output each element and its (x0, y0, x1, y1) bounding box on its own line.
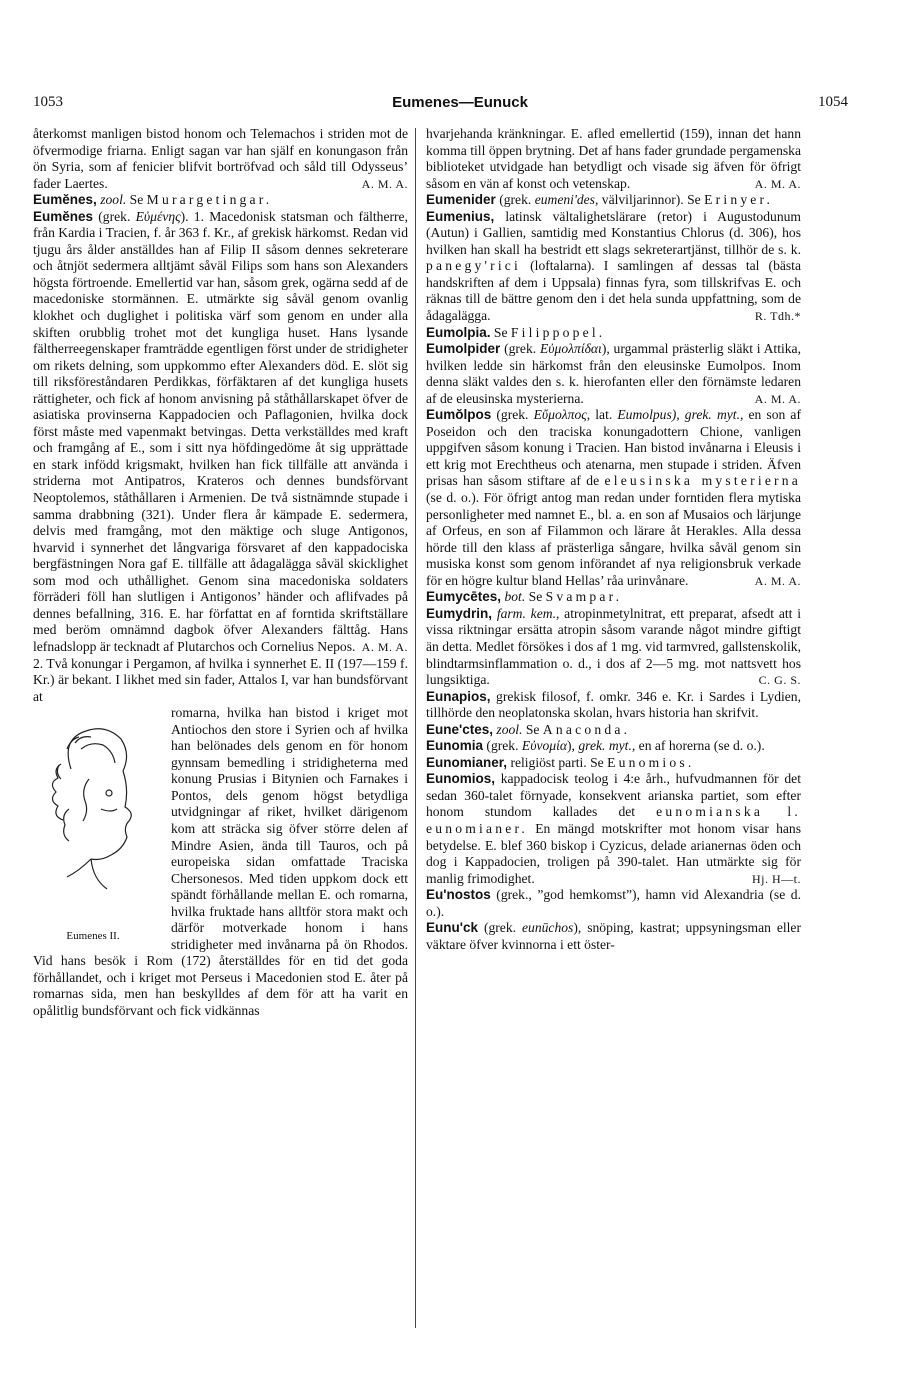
headword: Eumĕnes (33, 208, 94, 224)
entry-eumolpia: Eumolpia. Se Filippopel. (426, 324, 606, 340)
entry-eunostos: Eu'nostos (grek., ”god hemkomst”), hamn vid Alexandria (se d. o.). (426, 887, 802, 919)
paragraph-eumenes-ii: 2. Två konungar i Pergamon, af hvilka i synnerhet E. II (197—159 f. Kr.) är bekant. I likhet med sin fader, Attalos I, var han bundsförvant at (33, 655, 408, 704)
entry-eunomianer: Eunomianer, religiöst parti. Se Eunomios. (426, 754, 695, 770)
headword: Eumolpider (426, 341, 501, 357)
entry-eunapios: Eunapios, grekisk filosof, f. omkr. 346 e. Kr. i Sardes i Lydien, tillhörde den neoplatonska skolan, hvars historia han skrifvit. (426, 688, 802, 721)
headword: Eumolpia. (426, 324, 491, 340)
right-column (426, 126, 801, 953)
left-page-number: 1053 (33, 94, 63, 110)
headword: Eumĕnes, (33, 192, 97, 208)
cross-reference: Anaconda. (542, 721, 631, 737)
author-signature: A. M. A. (754, 176, 801, 191)
entry-eumenes: Eumĕnes (grek. Εὐμένης). 1. Macedonisk statsman och fältherre, från Kardia i Tracien, f. år 363 f. Kr., af grekisk härkomst. Redan vid tjugu års ålder anställdes han af Filip II såsom dennes sekreterare och åtnjöt sedermera alltjämt såväl Filips som hans son Alexanders högsta förtroende. Emellertid var han, såsom grek, ogärna sedd af de macedoniske stormännen. E. utmärkte sig såväl genom ovanlig klokhet och duglighet i politiska värf som genom en under alla skiften orubblig trohet mot det kungliga huset. Hans lysande fältherreegenskaper framträdde egentligen först under de stridigheter om rikets delning, som uppkommo efter Alexanders död. E. slöt sig till riksföreståndaren Perdikkas, förfäktaren af det kungliga husets rättigheter, och fick af honom anvisning på ståthållarskapet öfver de asiatiska provinserna Kappadocien och Paflagonien, hvilka dock först måste med vapenmakt betvingas. Detta verkställdes med kraft och framgång af E., som i sitt nya höfdingedöme åt sig upprättade en stark infödd krigsmakt, hvilken han fick tillfälle att använda i striderna mot Antipatros, Krateros och dennes bundsförvant Neoptolemos, ståthållaren i Armenien. De två sistnämnde stupade i samma drabbning (321). Under flera år kämpade E. sedermera, delvis med framgång, mot den mäktige och sluge Antigonos, hvarvid i synnerhet det långvariga försvaret af den kappadociska bergfästningen Nora gaf E. tillfälle att ådagalägga såväl skicklighet som mod och uthållighet. Genom sina macedoniska soldaters förräderi föll han slutligen i Antigonos’ händer och aflifvades på dennes befallning, 316. E. har författat en af forntida skriftställare med beröm omnämnd dagbok öfver Alexanders fälttåg. Hans lefnadslopp är tecknadt af Plutarchos och Cornelius Nepos. A. M. A. (33, 208, 408, 654)
entry-eumolpos: Eumŏlpos (grek. Εὔμολπος, lat. Eumolpus), grek. myt., en son af Poseidon och den traciska konungadottern Chione, vanligen uppgifven såsom konung i Tracien. Han bistod invånarna i Eleusis i ett krig mot Erechtheus och atenarna, men stupade i striden. Äfven prisas han såsom stiftare af de eleusinska mysterierna (se d. o.). För öfrigt antog man redan under forntiden flera mytiska personligheter med namnet E., bl. a. en son af Musaios och lärjunge af Orfeus, en son af Filammon och lärare åt Herakles. Alla dessa hörde till den klass af prästerliga sångare, hvilka såväl genom sin musiska konst som genom införandet af nya religionsbruk verkade för en högre kultur bland Hellas’ råa urinvånare. A. M. A. (426, 407, 802, 588)
entry-eunomia: Eunomia (grek. Εὐνομία), grek. myt., en af horerna (se d. o.). (426, 738, 765, 754)
cross-reference: Erinyer. (704, 192, 774, 208)
cross-reference: Filippopel. (510, 324, 606, 340)
headword: Eumenius, (426, 208, 495, 224)
entry-eumycetes: Eumycētes, bot. Se Svampar. (426, 589, 623, 605)
headword: Eumenider (426, 192, 496, 208)
entry-eumolpider: Eumolpider (grek. Εὐμολπίδαι), urgammal prästerlig släkt i Attika, hvilken ledde sin härkomst från den eleusinske Eumolpos. Inom denna släkt valdes den s. k. hierofanten eller den förnämste ledaren af de eleusinska mysterierna. A. M. A. (426, 341, 801, 406)
running-title: Eumenes—Eunuck (392, 94, 528, 111)
author-signature: Hj. H—t. (752, 871, 801, 886)
headword: Eunapios, (426, 688, 491, 704)
right-page-number: 1054 (818, 94, 848, 110)
headword: Eumydrin, (426, 605, 493, 621)
entry-eumydrin: Eumydrin, farm. kem., atropinmetylnitrat, ett preparat, afsedt att i vissa riktningar ersätta atropin såsom varande något mindre giftigt än detta. Medlet försökes i dos af 1 mg. vid tarmvred, gallstenskolik, blindtarmsinflammation o. d., i dos af 2—5 mg. mot nattsvett hos lungsiktiga. C. G. S. (426, 605, 801, 688)
entry-eunectes: Eune'ctes, zool. Se Anaconda. (426, 721, 631, 737)
cross-reference: Murargetingar. (146, 192, 273, 208)
headword: Eunomia (426, 738, 484, 754)
author-signature: C. G. S. (758, 673, 801, 688)
entry-eumenider: Eumenider (grek. eumeni'des, välviljarinnor). Se Erinyer. (426, 192, 774, 208)
author-signature: A. M. A. (361, 639, 408, 654)
cross-reference: Eunomios. (607, 754, 695, 770)
headword: Eumycētes, (426, 589, 502, 605)
headword: Eune'ctes, (426, 721, 493, 737)
headword: Eunu'ck (426, 920, 478, 936)
eumenes-portrait-icon (31, 709, 155, 924)
figure-caption: Eumenes II. (66, 929, 120, 942)
cross-reference: Svampar. (545, 589, 623, 605)
paragraph: hvarjehanda kränkningar. E. afled emellertid (159), innan det hann komma till öppen brytning. Det af hans fader grundade pergamenska biblioteket utvidgade han betydligt och visade sig äfven för öfrigt såsom en vän af konst och vetenskap. A. M. A. (426, 126, 801, 191)
entry-eumenes-zool: Eumĕnes, zool. Se Murargetingar. (33, 192, 273, 208)
headword: Eunomianer, (426, 754, 508, 770)
headword: Eumŏlpos (426, 407, 492, 423)
author-signature: A. M. A. (754, 391, 801, 406)
headword: Eu'nostos (426, 887, 491, 903)
entry-eunuck: Eunu'ck (grek. eunūchos), snöping, kastrat; uppsyningsman eller väktare öfver kvinnorna i ett öster- (426, 920, 801, 952)
author-signature: A. M. A. (754, 573, 801, 588)
paragraph-continued: romarna, hvilka han bistod i kriget mot Antiochos den store i Syrien och af hvilka han belönades dels genom en för honom gynnsam bemedling i stridigheterna med konung Prusias i Bitynien och Farnakes i Pontos, dels genom högst betydliga utvidgningar af riket, hvilket därigenom kom att sträcka sig öfver större delen af Mindre Asien, ända till Tauros, och på europeiska sidan omfattade Traciska Chersonesos. Med tiden uppkom dock ett spändt förhållande mellan E. och romarna, hvilka fruktade hans alltför stora makt och därför motverkade honom i hans stridigheter med invånarna på ön Rhodos. Vid hans besök i Rom (172) återställdes för en tid det goda förhållandet, och i kriget mot Perseus i Macedonien stod E. åter på romarnas sida, men han beskylldes af dem för att ha varit en opålitlig bundsförvant och fick vidkännas (33, 705, 408, 1018)
headword: Eunomios, (426, 771, 496, 787)
portrait-figure (31, 709, 163, 944)
page-header (0, 94, 920, 116)
column-divider (415, 128, 416, 1328)
author-signature: A. M. A. (361, 176, 408, 191)
entry-eumenius: Eumenius, latinsk vältalighetslärare (retor) i Augustodunum (Autun) i Gallien, samtidig med Konstantius Chlorus (d. 306), hos hvilken han skall ha bestridt ett slags sekreterartjänst, tillhör de s. k. panegy'rici (loftalarna). I samlingen af dessas tal (bästa handskriften af dem i Uppsala) finnas fyra, som tillskrifvas E. och räknas till de bättre genom den i det hela sunda uppfattning, som de ådagalägga. R. Tdh.* (426, 208, 801, 324)
left-column (33, 126, 408, 1020)
paragraph: återkomst manligen bistod honom och Telemachos i striden mot de öfvermodige friarna. Enligt sagan var han själf en konungason från ön Syria, som af fenicier blifvit bortröfvad och såld till Odysseus’ fader Laertes. A. M. A. (33, 126, 408, 191)
author-signature: R. Tdh.* (754, 309, 801, 324)
entry-eunomios: Eunomios, kappadocisk teolog i 4:e årh., hufvudmannen för det sedan 360-talet förnyade, konsekvent arianska partiet, som efter honom stundom kallades det eunomianska l. eunomianer. En mängd motskrifter mot honom visar hans betydelse. E. blef 360 biskop i Cyzicus, delade arianernas öden och dog i Kappadocien, troligen på 390-talet. Han utmärkte sig för manlig frimodighet. Hj. H—t. (426, 771, 801, 886)
